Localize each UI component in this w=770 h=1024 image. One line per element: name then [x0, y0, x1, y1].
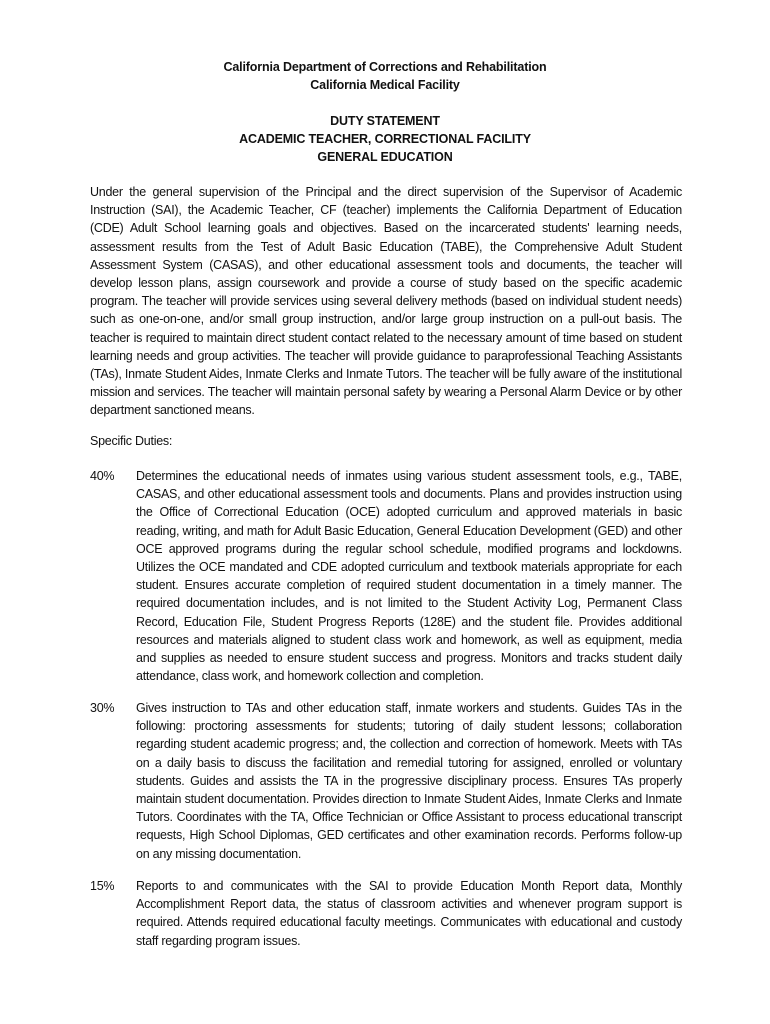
facility-name: California Medical Facility: [310, 78, 460, 92]
duty-description: Reports to and communicates with the SAI to provide Education Month Report data, Monthly Accomplishment Report data, the status of classroom activities and whenever program support is required. Attends required educational faculty meetings. Communicates with educational and custody staff regarding program issues.: [136, 879, 682, 948]
document-title: DUTY STATEMENT: [330, 114, 440, 128]
position-title: ACADEMIC TEACHER, CORRECTIONAL FACILITY: [239, 132, 531, 146]
duty-percent: 15%: [90, 879, 115, 893]
department-name: California Department of Corrections and Rehabilitation: [223, 60, 547, 74]
program-title: GENERAL EDUCATION: [317, 150, 453, 164]
agency-header: [0, 58, 770, 94]
document-title-block: [0, 112, 770, 166]
duty-percent: 30%: [90, 701, 115, 715]
duty-description: Gives instruction to TAs and other education staff, inmate workers and students. Guides TAs in the following: proctoring assessments for students; tutoring of daily student lessons; collaboration regarding student academic progress; and, the collection and correction of homework. Meets with TAs on a daily basis to discuss the facilitation and remedial tutoring for assigned, enrolled or voluntary students. Guides and assists the TA in the progressive disciplinary process. Ensures TAs properly maintain student documentation. Provides direction to Inmate Student Aides, Inmate Clerks and Inmate Tutors. Coordinates with the TA, Office Technician or Office Assistant to process educational transcript requests, High School Diplomas, GED certificates and other examination records. Performs follow-up on any missing documentation.: [136, 701, 682, 861]
specific-duties-label: Specific Duties:: [90, 434, 173, 448]
duty-description: Determines the educational needs of inmates using various student assessment tools, e.g., TABE, CASAS, and other educational assessment tools and documents. Plans and provides instruction using the Office of Correctional Education (OCE) adopted curriculum and approved materials in basic reading, writing, and math for Adult Basic Education, General Education Development (GED) and other OCE approved programs during the regular school schedule, modified programs and lockdowns. Utilizes the OCE mandated and CDE adopted curriculum and textbook materials appropriate for each student. Ensures accurate completion of required student documentation in a timely manner. The required documentation includes, and is not limited to the Student Activity Log, Permanent Class Record, Education File, Student Progress Reports (128E) and the student file. Provides additional resources and materials aligned to student class work and homework, as well as equipment, media and supplies as needed to ensure student success and progress. Monitors and tracks student daily attendance, class work, and homework collection and completion.: [136, 469, 682, 684]
intro-paragraph: Under the general supervision of the Principal and the direct supervision of the Supervisor of Academic Instruction (SAI), the Academic Teacher, CF (teacher) implements the California Department of Education (CDE) Adult School learning goals and objectives. Based on the incarcerated students' learning needs, assessment results from the Test of Adult Basic Education (TABE), the Comprehensive Adult Student Assessment System (CASAS), and other educational assessment tools and documents, the teacher will develop lesson plans, assign coursework and provide a course of study based on the specific academic program. The teacher will provide services using several delivery methods (based on individual student needs) such as one-on-one, and/or small group instruction, and/or large group instruction on a pull-out basis. The teacher is required to maintain direct student contact related to the necessary amount of time based on student learning needs and group activities. The teacher will provide guidance to paraprofessional Teaching Assistants (TAs), Inmate Student Aides, Inmate Clerks and Inmate Tutors. The teacher will be fully aware of the institutional mission and services. The teacher will maintain personal safety by wearing a Personal Alarm Device or by other department sanctioned means.: [90, 185, 682, 418]
duty-percent: 40%: [90, 469, 115, 483]
